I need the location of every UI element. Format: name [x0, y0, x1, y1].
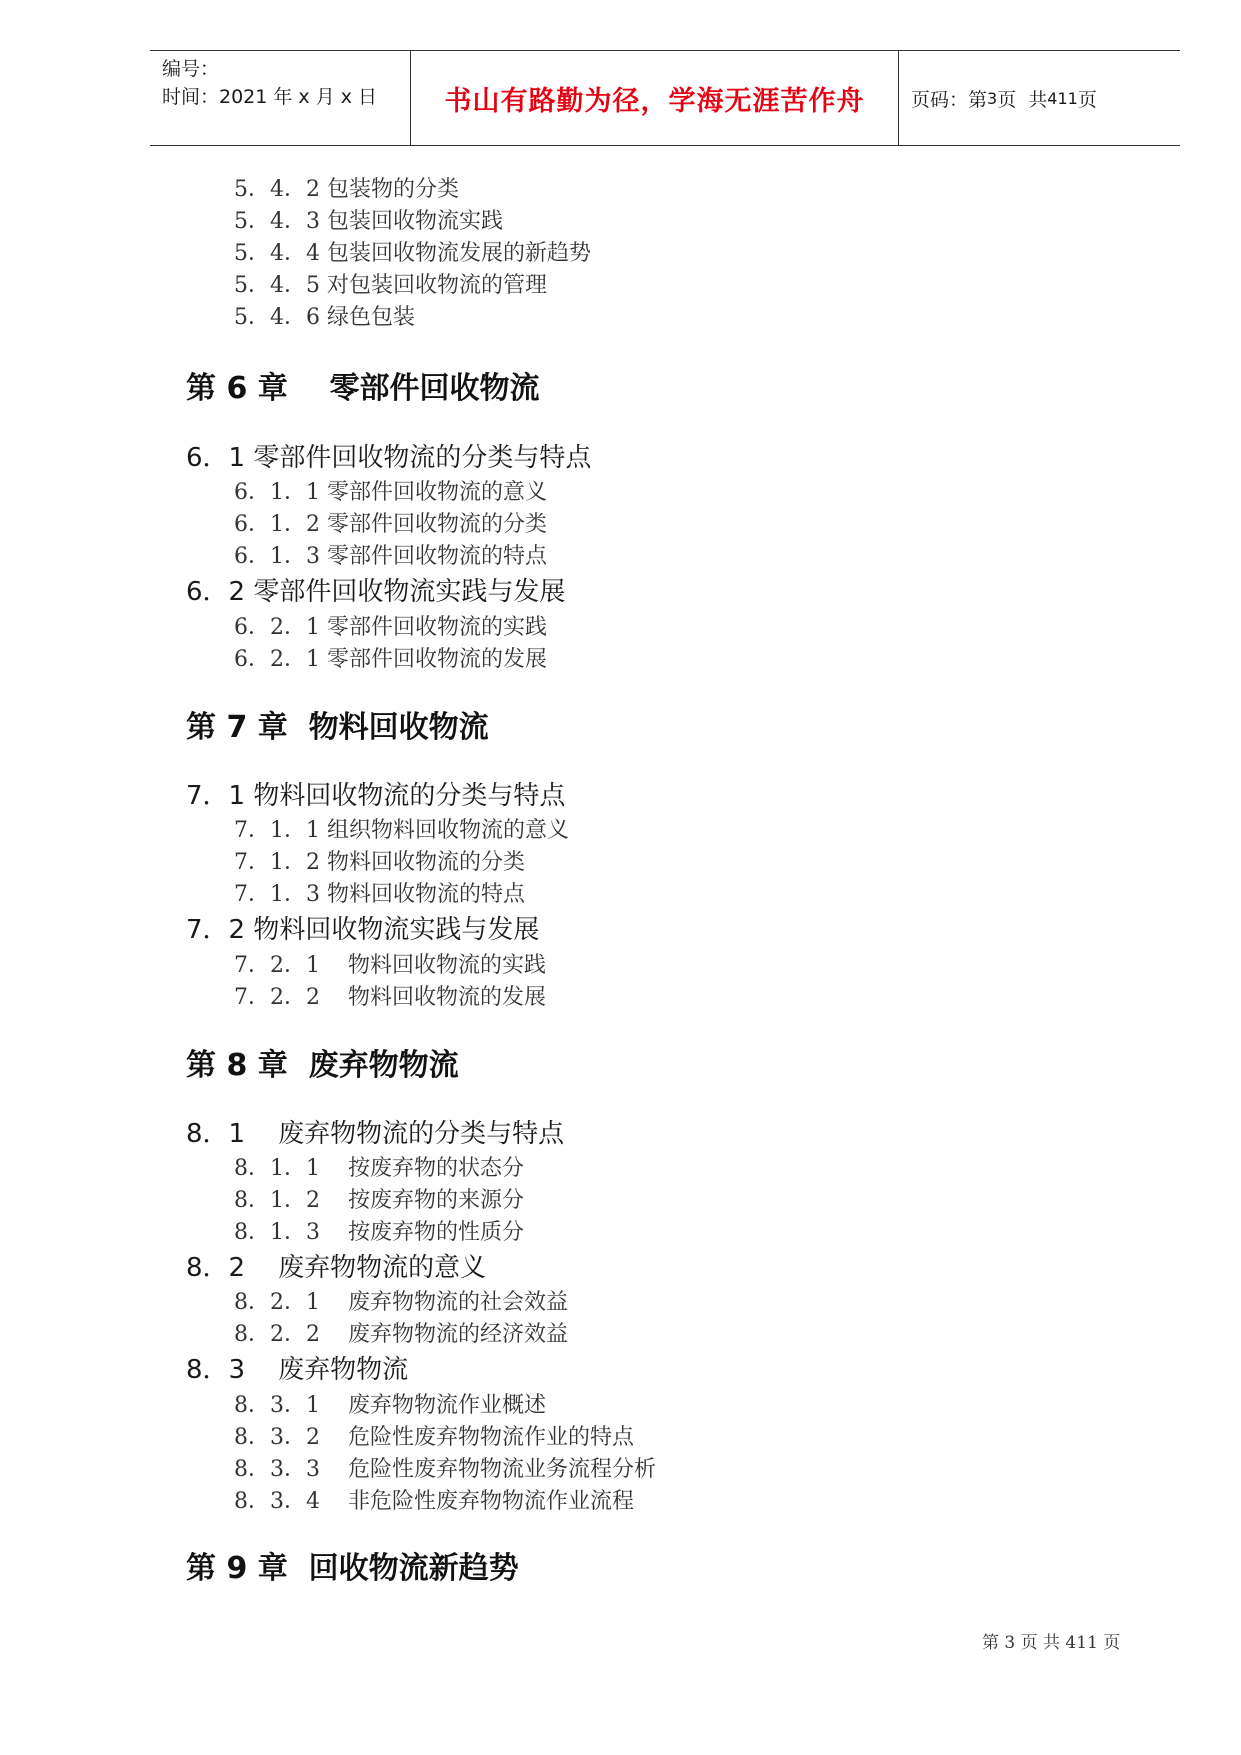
- page-footer: 第 3 页 共 411 页: [982, 1633, 1121, 1653]
- section-heading: 8．1 废弃物物流的分类与特点: [186, 1119, 565, 1149]
- chapter-heading: 第 7 章 物料回收物流: [186, 710, 489, 745]
- section-heading: 6．1 零部件回收物流的分类与特点: [186, 443, 592, 473]
- chapter-heading: 第 9 章 回收物流新趋势: [186, 1551, 519, 1586]
- toc-item: 8．2．1 废弃物物流的社会效益: [234, 1290, 568, 1315]
- toc-item: 5．4．5 对包装回收物流的管理: [234, 273, 547, 298]
- section-heading: 8．3 废弃物物流: [186, 1355, 409, 1385]
- section-heading: 7．1 物料回收物流的分类与特点: [186, 781, 566, 811]
- toc-item: 6．1．3 零部件回收物流的特点: [234, 544, 547, 569]
- page-prefix: 页码：第: [911, 88, 988, 111]
- section-heading: 7．2 物料回收物流实践与发展: [186, 915, 540, 945]
- toc-item: 6．1．2 零部件回收物流的分类: [234, 512, 547, 537]
- toc-item: 5．4．6 绿色包装: [234, 305, 415, 330]
- toc-item: 6．1．1 零部件回收物流的意义: [234, 480, 547, 505]
- toc-item: 8．1．2 按废弃物的来源分: [234, 1188, 524, 1213]
- page-current: 3: [987, 88, 998, 108]
- toc-item: 8．3．2 危险性废弃物物流作业的特点: [234, 1425, 634, 1450]
- toc-item: 7．1．1 组织物料回收物流的意义: [234, 818, 569, 843]
- page-total: 411: [1047, 88, 1078, 108]
- page-mid: 页 共: [997, 88, 1048, 111]
- toc-item: 5．4．2 包装物的分类: [234, 177, 459, 202]
- toc-item: 8．1．3 按废弃物的性质分: [234, 1220, 524, 1245]
- toc-item: 6．2．1 零部件回收物流的发展: [234, 647, 547, 672]
- toc-item: 8．3．4 非危险性废弃物物流作业流程: [234, 1489, 634, 1514]
- toc-item: 8．3．1 废弃物物流作业概述: [234, 1393, 546, 1418]
- page-header: [150, 50, 1180, 146]
- toc-item: 7．2．1 物料回收物流的实践: [234, 953, 546, 978]
- toc-item: 8．2．2 废弃物物流的经济效益: [234, 1322, 568, 1347]
- header-motto: 书山有路勤为径，学海无涯苦作舟: [410, 51, 899, 145]
- toc-item: 7．2．2 物料回收物流的发展: [234, 985, 546, 1010]
- toc-item: 8．3．3 危险性废弃物物流业务流程分析: [234, 1457, 656, 1482]
- toc-item: 8．1．1 按废弃物的状态分: [234, 1156, 524, 1181]
- toc-item: 5．4．3 包装回收物流实践: [234, 209, 503, 234]
- header-page-info: [899, 51, 1179, 145]
- doc-number-label: 编号：: [162, 58, 220, 80]
- toc-item: 5．4．4 包装回收物流发展的新趋势: [234, 241, 591, 266]
- chapter-heading: 第 6 章 零部件回收物流: [186, 371, 540, 406]
- header-meta: [150, 51, 410, 145]
- chapter-heading: 第 8 章 废弃物物流: [186, 1048, 459, 1083]
- page-suffix: 页: [1077, 88, 1097, 111]
- toc-item: 7．1．2 物料回收物流的分类: [234, 850, 525, 875]
- toc-item: 7．1．3 物料回收物流的特点: [234, 882, 525, 907]
- toc-item: 6．2．1 零部件回收物流的实践: [234, 615, 547, 640]
- section-heading: 6．2 零部件回收物流实践与发展: [186, 577, 566, 607]
- section-heading: 8．2 废弃物物流的意义: [186, 1253, 487, 1283]
- doc-time-label: 时间：2021 年 x 月 x 日: [162, 86, 378, 108]
